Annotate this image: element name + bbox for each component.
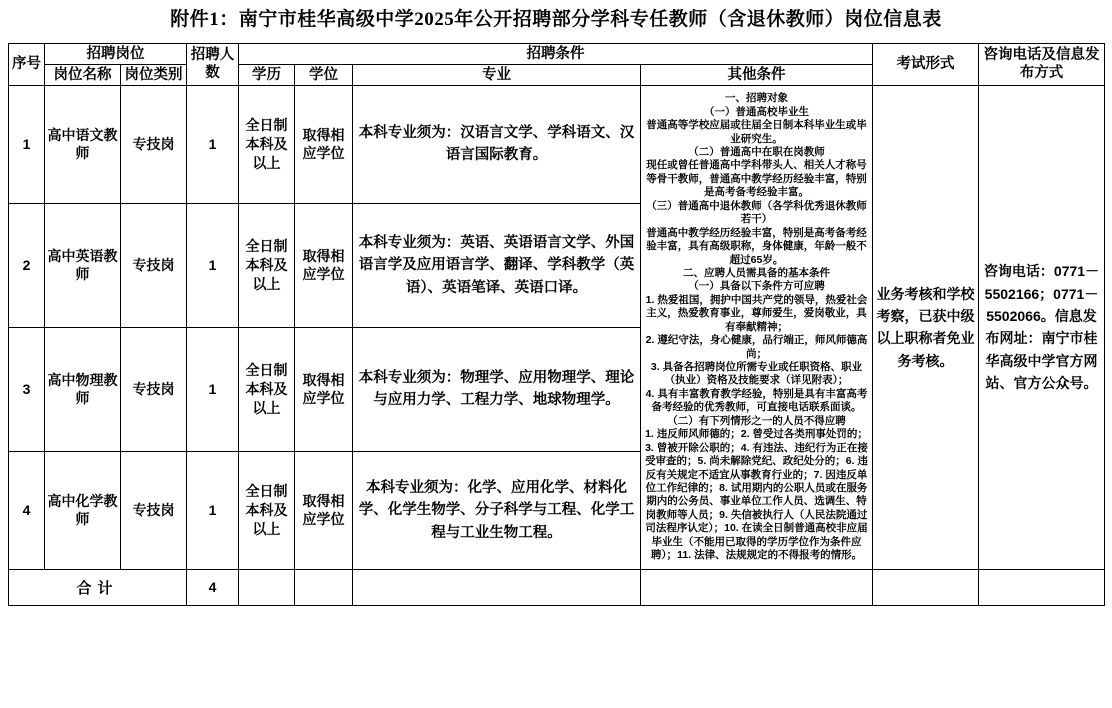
table-row: [9, 85, 1105, 203]
table-header-row-1: [9, 43, 1105, 64]
cell-seq: 4: [9, 451, 45, 569]
other-line: 一、招聘对象: [725, 92, 788, 105]
other-line: 现任或曾任普通高中学科带头人、相关人才称号等骨干教师，普通高中教学经历经验丰富，特别是高考备考经验丰富。: [646, 159, 867, 199]
th-contact: 咨询电话及信息发布方式: [979, 43, 1105, 85]
th-post-type: 岗位类别: [121, 64, 187, 85]
total-blank-major: [353, 569, 641, 605]
total-blank-contact: [979, 569, 1105, 605]
th-degree: 学位: [295, 64, 353, 85]
th-other: 其他条件: [641, 64, 873, 85]
other-line: 3. 具备各招聘岗位所需专业或任职资格、职业（执业）资格及技能要求（详见附表）；: [650, 361, 863, 387]
cell-headcount: 1: [187, 451, 239, 569]
cell-education: 全日制本科及以上: [239, 327, 295, 451]
cell-degree: 取得相应学位: [295, 451, 353, 569]
cell-major: 本科专业须为：化学、应用化学、材料化学、化学生物学、分子科学与工程、化学工程与工业生物工程。: [353, 451, 641, 569]
other-line: 1. 热爱祖国，拥护中国共产党的领导，热爱社会主义，热爱教育事业，尊师爱生，爱岗敬业，具有奉献精神；: [645, 293, 868, 333]
total-label: 合计: [9, 569, 187, 605]
other-line: （三）普通高中退休教师（各学科优秀退休教师若干）: [646, 199, 867, 226]
other-line: 二、应聘人员需具备的基本条件: [683, 266, 830, 279]
th-post-name: 岗位名称: [45, 64, 121, 85]
th-seq: 序号: [9, 43, 45, 85]
cell-post-type: 专技岗: [121, 327, 187, 451]
cell-post-type: 专技岗: [121, 85, 187, 203]
cell-post-type: 专技岗: [121, 203, 187, 327]
cell-degree: 取得相应学位: [295, 203, 353, 327]
cell-headcount: 1: [187, 327, 239, 451]
cell-education: 全日制本科及以上: [239, 451, 295, 569]
cell-other-conditions: [641, 85, 873, 569]
cell-major: 本科专业须为：物理学、应用物理学、理论与应用力学、工程力学、地球物理学。: [353, 327, 641, 451]
other-line: 普通高中教学经历经验丰富，特别是高考备考经验丰富，具有高级职称，身体健康，年龄一般不超过65岁。: [646, 226, 867, 266]
th-headcount: 招聘人数: [187, 43, 239, 85]
cell-education: 全日制本科及以上: [239, 203, 295, 327]
other-line: 1. 违反师风师德的；2. 曾受过各类刑事处罚的；3. 曾被开除公职的；4. 有违法、违纪行为正在接受审查的；5. 尚未解除党纪、政纪处分的；6. 违反有关规定不适宜从事教育行业的；7. 因违反单位工作纪律的；8. 试用期内的公职人员或在服务期内的公务员、事业单位工作人员、选调生、特岗教师等人员；9. 失信被执行人（人民法院通过司法程序认定）；10. 在读全日制普通高校非应届毕业生（不能用已取得的学历学位作为条件应聘）；11. 法律、法规规定的不得报考的情形。: [645, 428, 868, 562]
other-line: 4. 具有丰富教育教学经验，特别是具有丰富高考备考经验的优秀教师，可直接电话联系面谈。: [645, 387, 868, 414]
cell-seq: 2: [9, 203, 45, 327]
cell-major: 本科专业须为：汉语言文学、学科语文、汉语言国际教育。: [353, 85, 641, 203]
total-count: 4: [187, 569, 239, 605]
cell-post-type: 专技岗: [121, 451, 187, 569]
recruitment-table: [8, 43, 1105, 606]
cell-headcount: 1: [187, 203, 239, 327]
cell-post-name: 高中物理教师: [45, 327, 121, 451]
other-line: （一）具备以下条件方可应聘: [688, 280, 825, 293]
other-line: （二）普通高中在职在岗教师: [688, 146, 825, 159]
other-line: 普通高等学校应届或往届全日制本科毕业生或毕业研究生。: [646, 119, 867, 145]
cell-degree: 取得相应学位: [295, 85, 353, 203]
cell-seq: 3: [9, 327, 45, 451]
cell-seq: 1: [9, 85, 45, 203]
other-line: （一）普通高校毕业生: [704, 105, 809, 118]
cell-degree: 取得相应学位: [295, 327, 353, 451]
cell-major: 本科专业须为：英语、英语语言文学、外国语言学及应用语言学、翻译、学科教学（英语）、英语笔译、英语口译。: [353, 203, 641, 327]
cell-education: 全日制本科及以上: [239, 85, 295, 203]
cell-exam-form: 业务考核和学校考察，已获中级以上职称者免业务考核。: [873, 85, 979, 569]
cell-post-name: 高中化学教师: [45, 451, 121, 569]
other-line: 2. 遵纪守法，身心健康，品行端正，师风师德高尚；: [645, 334, 868, 360]
cell-post-name: 高中英语教师: [45, 203, 121, 327]
th-exam-form: 考试形式: [873, 43, 979, 85]
cell-post-name: 高中语文教师: [45, 85, 121, 203]
cell-contact: 咨询电话：0771－5502166；0771－5502066。信息发布网址：南宁市桂华高级中学官方网站、官方公众号。: [979, 85, 1105, 569]
page-title: 附件1：南宁市桂华高级中学2025年公开招聘部分学科专任教师（含退休教师）岗位信息表: [170, 9, 942, 30]
total-blank-degree: [295, 569, 353, 605]
total-blank-exam: [873, 569, 979, 605]
total-blank-other: [641, 569, 873, 605]
th-education: 学历: [239, 64, 295, 85]
th-post-group: 招聘岗位: [45, 43, 187, 64]
cell-headcount: 1: [187, 85, 239, 203]
other-line: （二）有下列情形之一的人员不得应聘: [667, 414, 846, 427]
table-total-row: [9, 569, 1105, 605]
total-blank-education: [239, 569, 295, 605]
th-major: 专业: [353, 64, 641, 85]
th-conditions-group: 招聘条件: [239, 43, 873, 64]
